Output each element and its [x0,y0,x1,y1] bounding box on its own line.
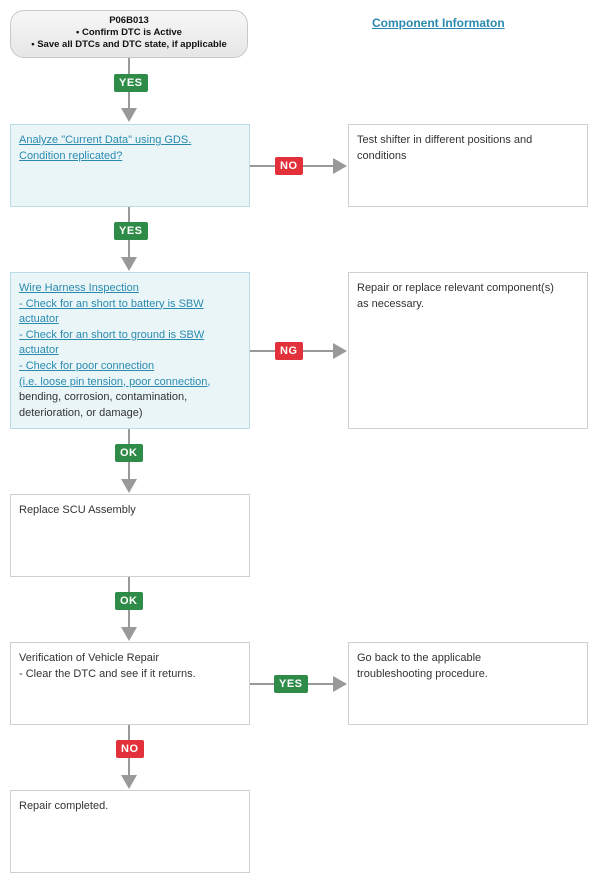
wire-harness-line-9: deterioration, or damage) [19,406,143,419]
badge-yes-3: YES [274,675,308,693]
step-wire-harness-inspection [10,272,250,429]
arrow-right-icon [333,158,347,174]
wire-harness-line-5[interactable]: actuator [19,344,59,357]
repair-replace-line-1: Repair or replace relevant component(s) [357,282,554,294]
replace-scu-line-1: Replace SCU Assembly [19,504,136,516]
arrow-down-icon [121,627,137,641]
wire-harness-line-4[interactable]: - Check for an short to ground is SBW [19,328,205,341]
component-information-link[interactable]: Component Informaton [372,16,505,30]
badge-yes-1: YES [114,74,148,92]
wire-harness-line-8: bending, corrosion, contamination, [19,391,188,404]
wire-harness-line-3[interactable]: actuator [19,313,59,326]
start-item-save: • Save all DTCs and DTC state, if applicable [31,39,227,50]
badge-no-2: NO [116,740,144,758]
start-node [10,10,248,58]
go-back-line-1: Go back to the applicable [357,652,482,664]
analyze-link-line-2[interactable]: Condition replicated? [19,149,123,162]
step-go-back-troubleshooting [348,642,588,725]
test-shifter-line-2: conditions [357,149,407,162]
verification-line-2: - Clear the DTC and see if it returns. [19,667,196,680]
badge-ok-2: OK [115,592,143,610]
repair-replace-line-2: as necessary. [357,297,425,310]
arrow-down-icon [121,108,137,122]
step-verification-vehicle-repair [10,642,250,725]
step-test-shifter [348,124,588,207]
step-repair-completed [10,790,250,873]
step-analyze-current-data [10,124,250,207]
badge-no-1: NO [275,157,303,175]
badge-ng: NG [275,342,303,360]
analyze-link-line-1[interactable]: Analyze "Current Data" using GDS. [19,134,192,146]
step-repair-replace-component [348,272,588,429]
arrow-down-icon [121,257,137,271]
wire-harness-line-1[interactable]: Wire Harness Inspection [19,282,139,294]
step-replace-scu-assembly [10,494,250,577]
test-shifter-line-1: Test shifter in different positions and [357,134,533,146]
arrow-down-icon [121,775,137,789]
go-back-line-2: troubleshooting procedure. [357,667,488,680]
arrow-right-icon [333,676,347,692]
verification-line-1: Verification of Vehicle Repair [19,652,160,664]
badge-ok-1: OK [115,444,143,462]
wire-harness-line-2[interactable]: - Check for an short to battery is SBW [19,297,204,310]
arrow-down-icon [121,479,137,493]
wire-harness-line-6[interactable]: - Check for poor connection [19,359,155,372]
badge-yes-2: YES [114,222,148,240]
repair-completed-line-1: Repair completed. [19,800,109,812]
arrow-right-icon [333,343,347,359]
wire-harness-line-7[interactable]: (i.e. loose pin tension, poor connection, [19,375,211,388]
start-item-confirm: • Confirm DTC is Active [76,27,182,38]
dtc-code: P06B013 [109,15,149,26]
